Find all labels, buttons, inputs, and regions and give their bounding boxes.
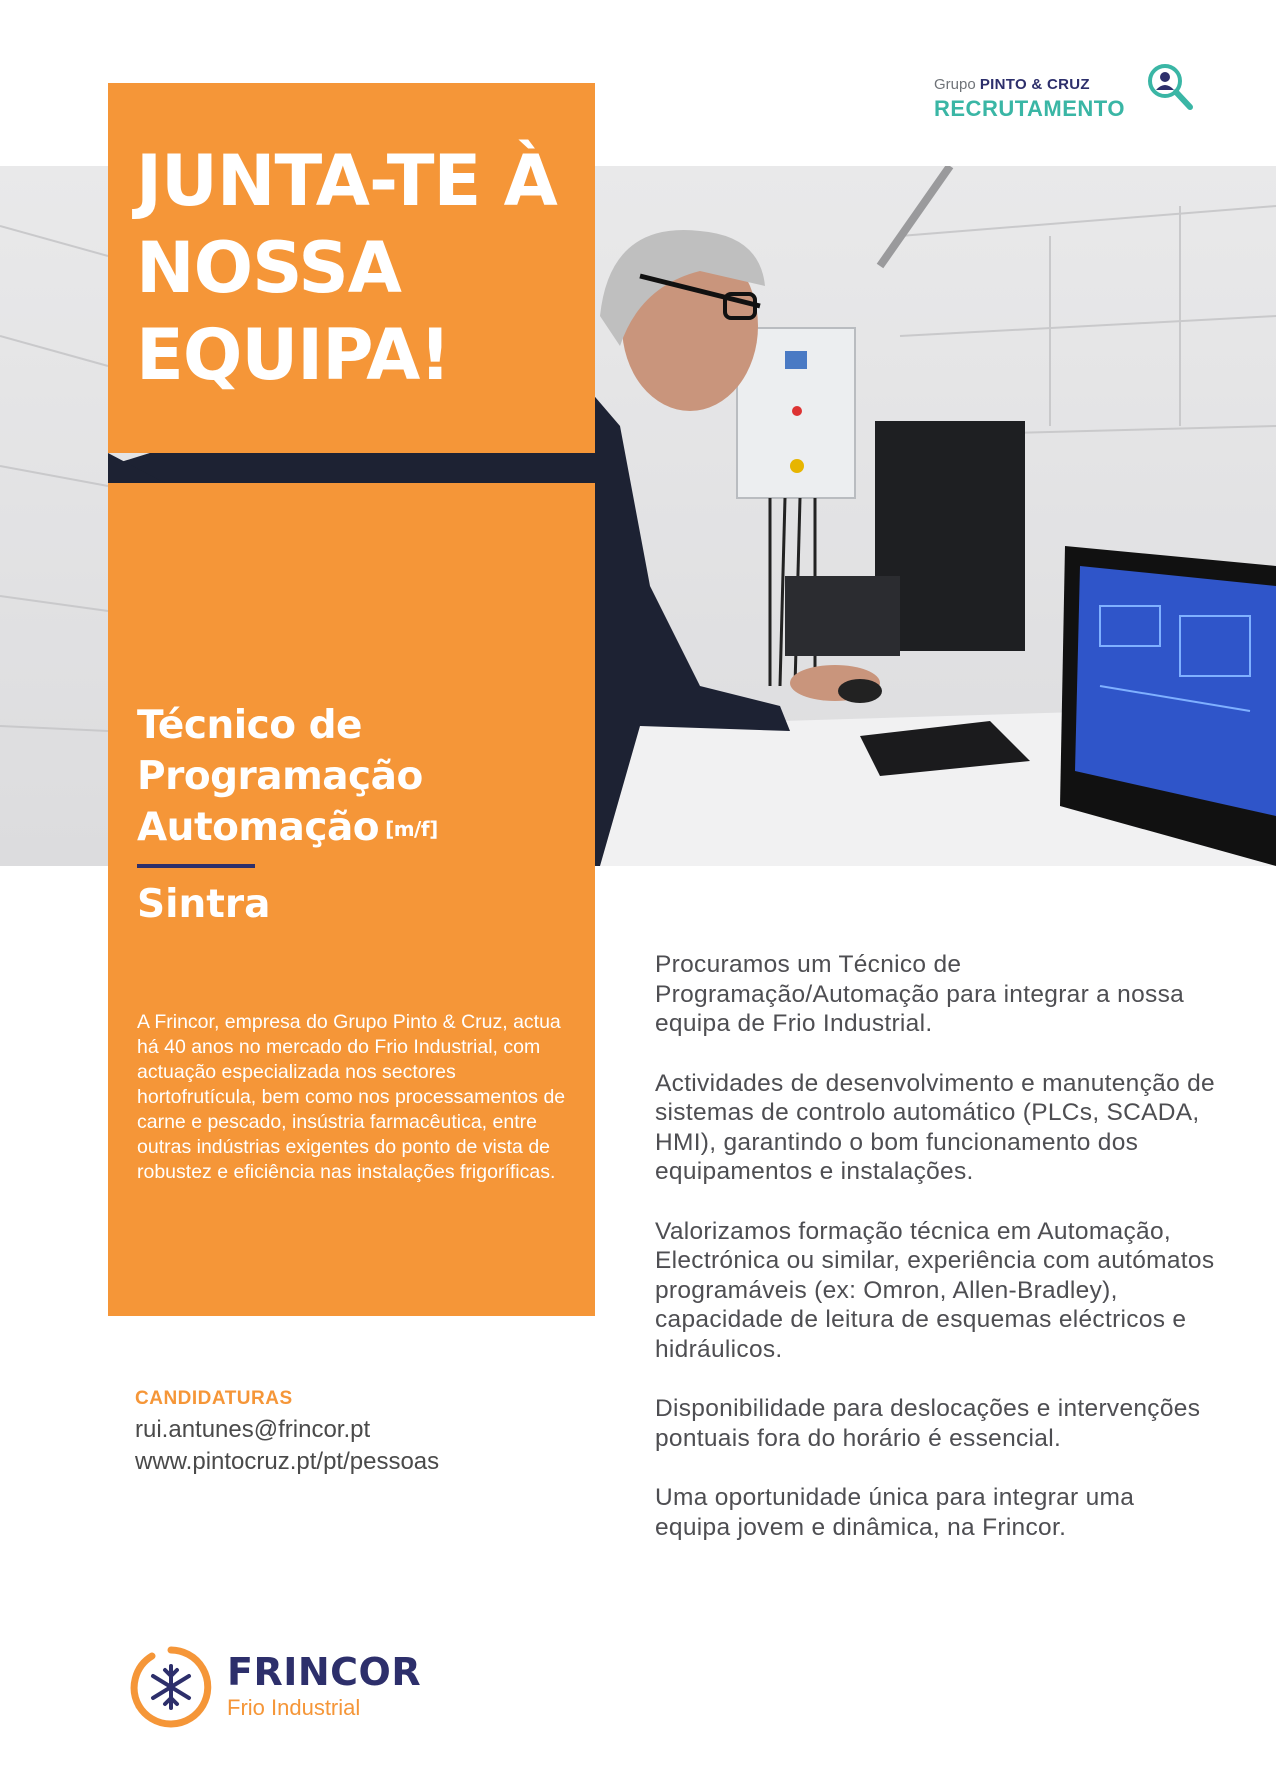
gender-tag: [m/f]	[385, 817, 438, 841]
title-divider	[137, 864, 255, 868]
frincor-name: FRINCOR	[227, 1650, 422, 1694]
brand-group-name: PINTO & CRUZ	[979, 76, 1090, 93]
headline: JUNTA-TE À NOSSA EQUIPA!	[136, 140, 557, 396]
applications-email[interactable]: rui.antunes@frincor.pt	[135, 1416, 371, 1443]
frincor-tagline: Frio Industrial	[227, 1695, 361, 1720]
description-paragraph: Disponibilidade para deslocações e intervenções pontuais fora do horário é essencial.	[655, 1395, 1201, 1452]
description-paragraph: Uma oportunidade única para integrar uma equipa jovem e dinâmica, na Frincor.	[655, 1484, 1135, 1541]
snowflake-icon	[130, 1646, 212, 1728]
job-title	[137, 700, 577, 855]
applications-label: CANDIDATURAS	[135, 1388, 293, 1409]
job-description	[655, 950, 1215, 1572]
recruitment-brand-logo	[934, 62, 1194, 132]
brand-division: RECRUTAMENTO	[934, 96, 1125, 121]
applications-url[interactable]: www.pintocruz.pt/pt/pessoas	[135, 1448, 440, 1475]
description-paragraph: Valorizamos formação técnica em Automação, Electrónica ou similar, experiência com autómatos programáveis (ex: Omron, Allen-Bradley), capacidade de leitura de esquemas eléctricos e hidráulicos.	[655, 1217, 1215, 1363]
description-paragraph: Actividades de desenvolvimento e manutenção de sistemas de controlo automático (PLCs, SCADA, HMI), garantindo o bom funcionamento dos equipamentos e instalações.	[655, 1069, 1215, 1185]
frincor-logo	[130, 1646, 450, 1730]
job-location: Sintra	[137, 882, 271, 927]
search-person-icon	[1146, 62, 1194, 112]
job-title-text: Técnico de Programação Automação	[137, 703, 423, 850]
brand-prefix: Grupo	[934, 76, 976, 93]
company-intro: A Frincor, empresa do Grupo Pinto & Cruz, actua há 40 anos no mercado do Frio Industrial, com actuação especializada nos sectores hortofrutícula, bem como nos processamentos de carne e pescado, insústria farmacêutica, entre outras indústrias exigentes do ponto de vista de robustez e eficiência nas instalações frigoríficas.	[137, 1011, 566, 1183]
description-paragraph: Procuramos um Técnico de Programação/Automação para integrar a nossa equipa de Frio Industrial.	[655, 951, 1185, 1037]
